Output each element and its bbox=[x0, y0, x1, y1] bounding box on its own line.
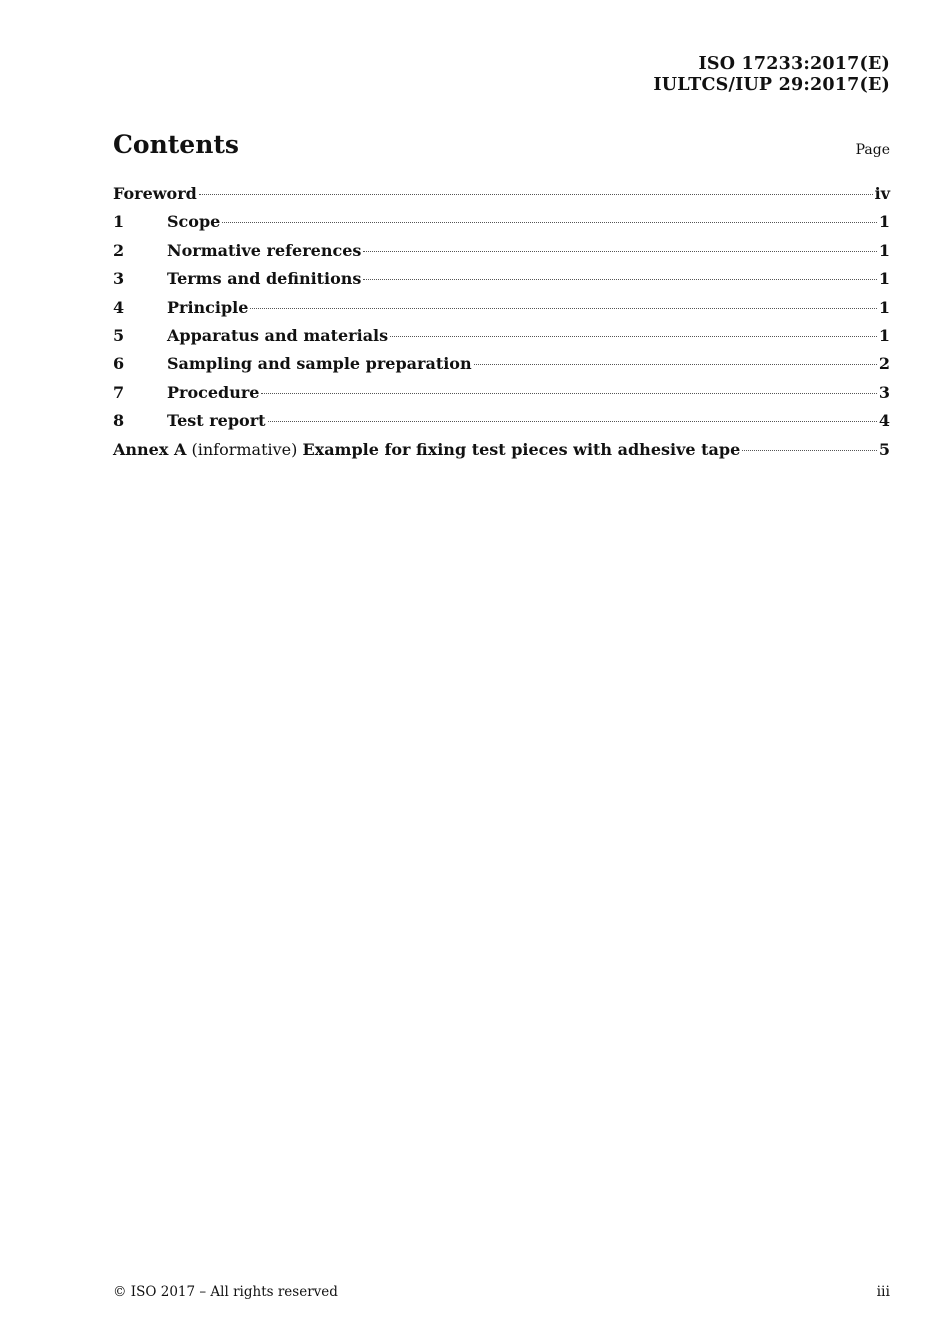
toc-entry-title: Terms and definitions bbox=[167, 269, 362, 289]
toc-entry-page: 2 bbox=[878, 354, 890, 374]
toc-entry-page: 1 bbox=[878, 240, 890, 260]
toc-entry-number: 7 bbox=[113, 382, 125, 402]
toc-entry-annex-a[interactable] bbox=[113, 440, 890, 468]
annex-title: Example for fixing test pieces with adhesive tape bbox=[302, 439, 741, 459]
toc-entry-foreword[interactable] bbox=[113, 184, 890, 212]
toc-entry-page: 1 bbox=[878, 269, 890, 289]
toc-entry-title: Scope bbox=[167, 212, 221, 232]
document-header bbox=[653, 54, 890, 96]
toc-entry-page: 1 bbox=[878, 212, 890, 232]
dot-leader bbox=[261, 393, 876, 394]
contents-title: Contents bbox=[113, 130, 240, 159]
dot-leader bbox=[363, 279, 876, 280]
toc-entry-number: 2 bbox=[113, 240, 125, 260]
dot-leader bbox=[199, 194, 873, 195]
toc-entry-title: Foreword bbox=[113, 184, 197, 203]
table-of-contents bbox=[113, 184, 890, 468]
toc-entry-title: Normative references bbox=[167, 240, 362, 260]
toc-entry-number: 8 bbox=[113, 411, 125, 431]
page-number: iii bbox=[876, 1284, 890, 1300]
toc-entry-number: 6 bbox=[113, 354, 125, 374]
dot-leader bbox=[390, 336, 877, 337]
toc-entry-sampling[interactable] bbox=[113, 354, 890, 382]
toc-entry-test-report[interactable] bbox=[113, 411, 890, 439]
dot-leader bbox=[222, 222, 877, 223]
toc-entry-page: 1 bbox=[878, 297, 890, 317]
toc-entry-number: 5 bbox=[113, 325, 125, 345]
toc-entry-title: Test report bbox=[167, 411, 266, 431]
toc-entry-scope[interactable] bbox=[113, 212, 890, 240]
dot-leader bbox=[363, 251, 876, 252]
annex-informative-tag: (informative) bbox=[191, 439, 298, 459]
toc-entry-apparatus-and-materials[interactable] bbox=[113, 326, 890, 354]
toc-entry-page: 3 bbox=[878, 382, 890, 402]
toc-entry-normative-references[interactable] bbox=[113, 241, 890, 269]
toc-entry-title: Sampling and sample preparation bbox=[167, 354, 472, 374]
page-column-label: Page bbox=[855, 142, 890, 158]
toc-entry-title: Procedure bbox=[167, 382, 260, 402]
toc-entry-title: Principle bbox=[167, 297, 249, 317]
standard-number: ISO 17233:2017(E) bbox=[698, 54, 890, 74]
toc-entry-principle[interactable] bbox=[113, 298, 890, 326]
dot-leader bbox=[742, 450, 877, 451]
toc-entry-number: 4 bbox=[113, 297, 125, 317]
toc-entry-page: 4 bbox=[878, 411, 890, 431]
dot-leader bbox=[250, 308, 876, 309]
iultcs-number: IULTCS/IUP 29:2017(E) bbox=[653, 75, 890, 95]
toc-entry-page: 1 bbox=[878, 325, 890, 345]
toc-entry-number: 1 bbox=[113, 212, 125, 232]
contents-heading bbox=[113, 130, 890, 166]
dot-leader bbox=[268, 421, 877, 422]
toc-entry-procedure[interactable] bbox=[113, 383, 890, 411]
dot-leader bbox=[474, 364, 877, 365]
toc-entry-title: Apparatus and materials bbox=[167, 325, 389, 345]
copyright-notice: © ISO 2017 – All rights reserved bbox=[113, 1284, 338, 1300]
toc-entry-number: 3 bbox=[113, 269, 125, 289]
toc-entry-page: 5 bbox=[878, 439, 890, 459]
toc-entry-page: iv bbox=[874, 184, 890, 203]
toc-entry-terms-and-definitions[interactable] bbox=[113, 269, 890, 297]
annex-label: Annex A bbox=[113, 439, 187, 459]
